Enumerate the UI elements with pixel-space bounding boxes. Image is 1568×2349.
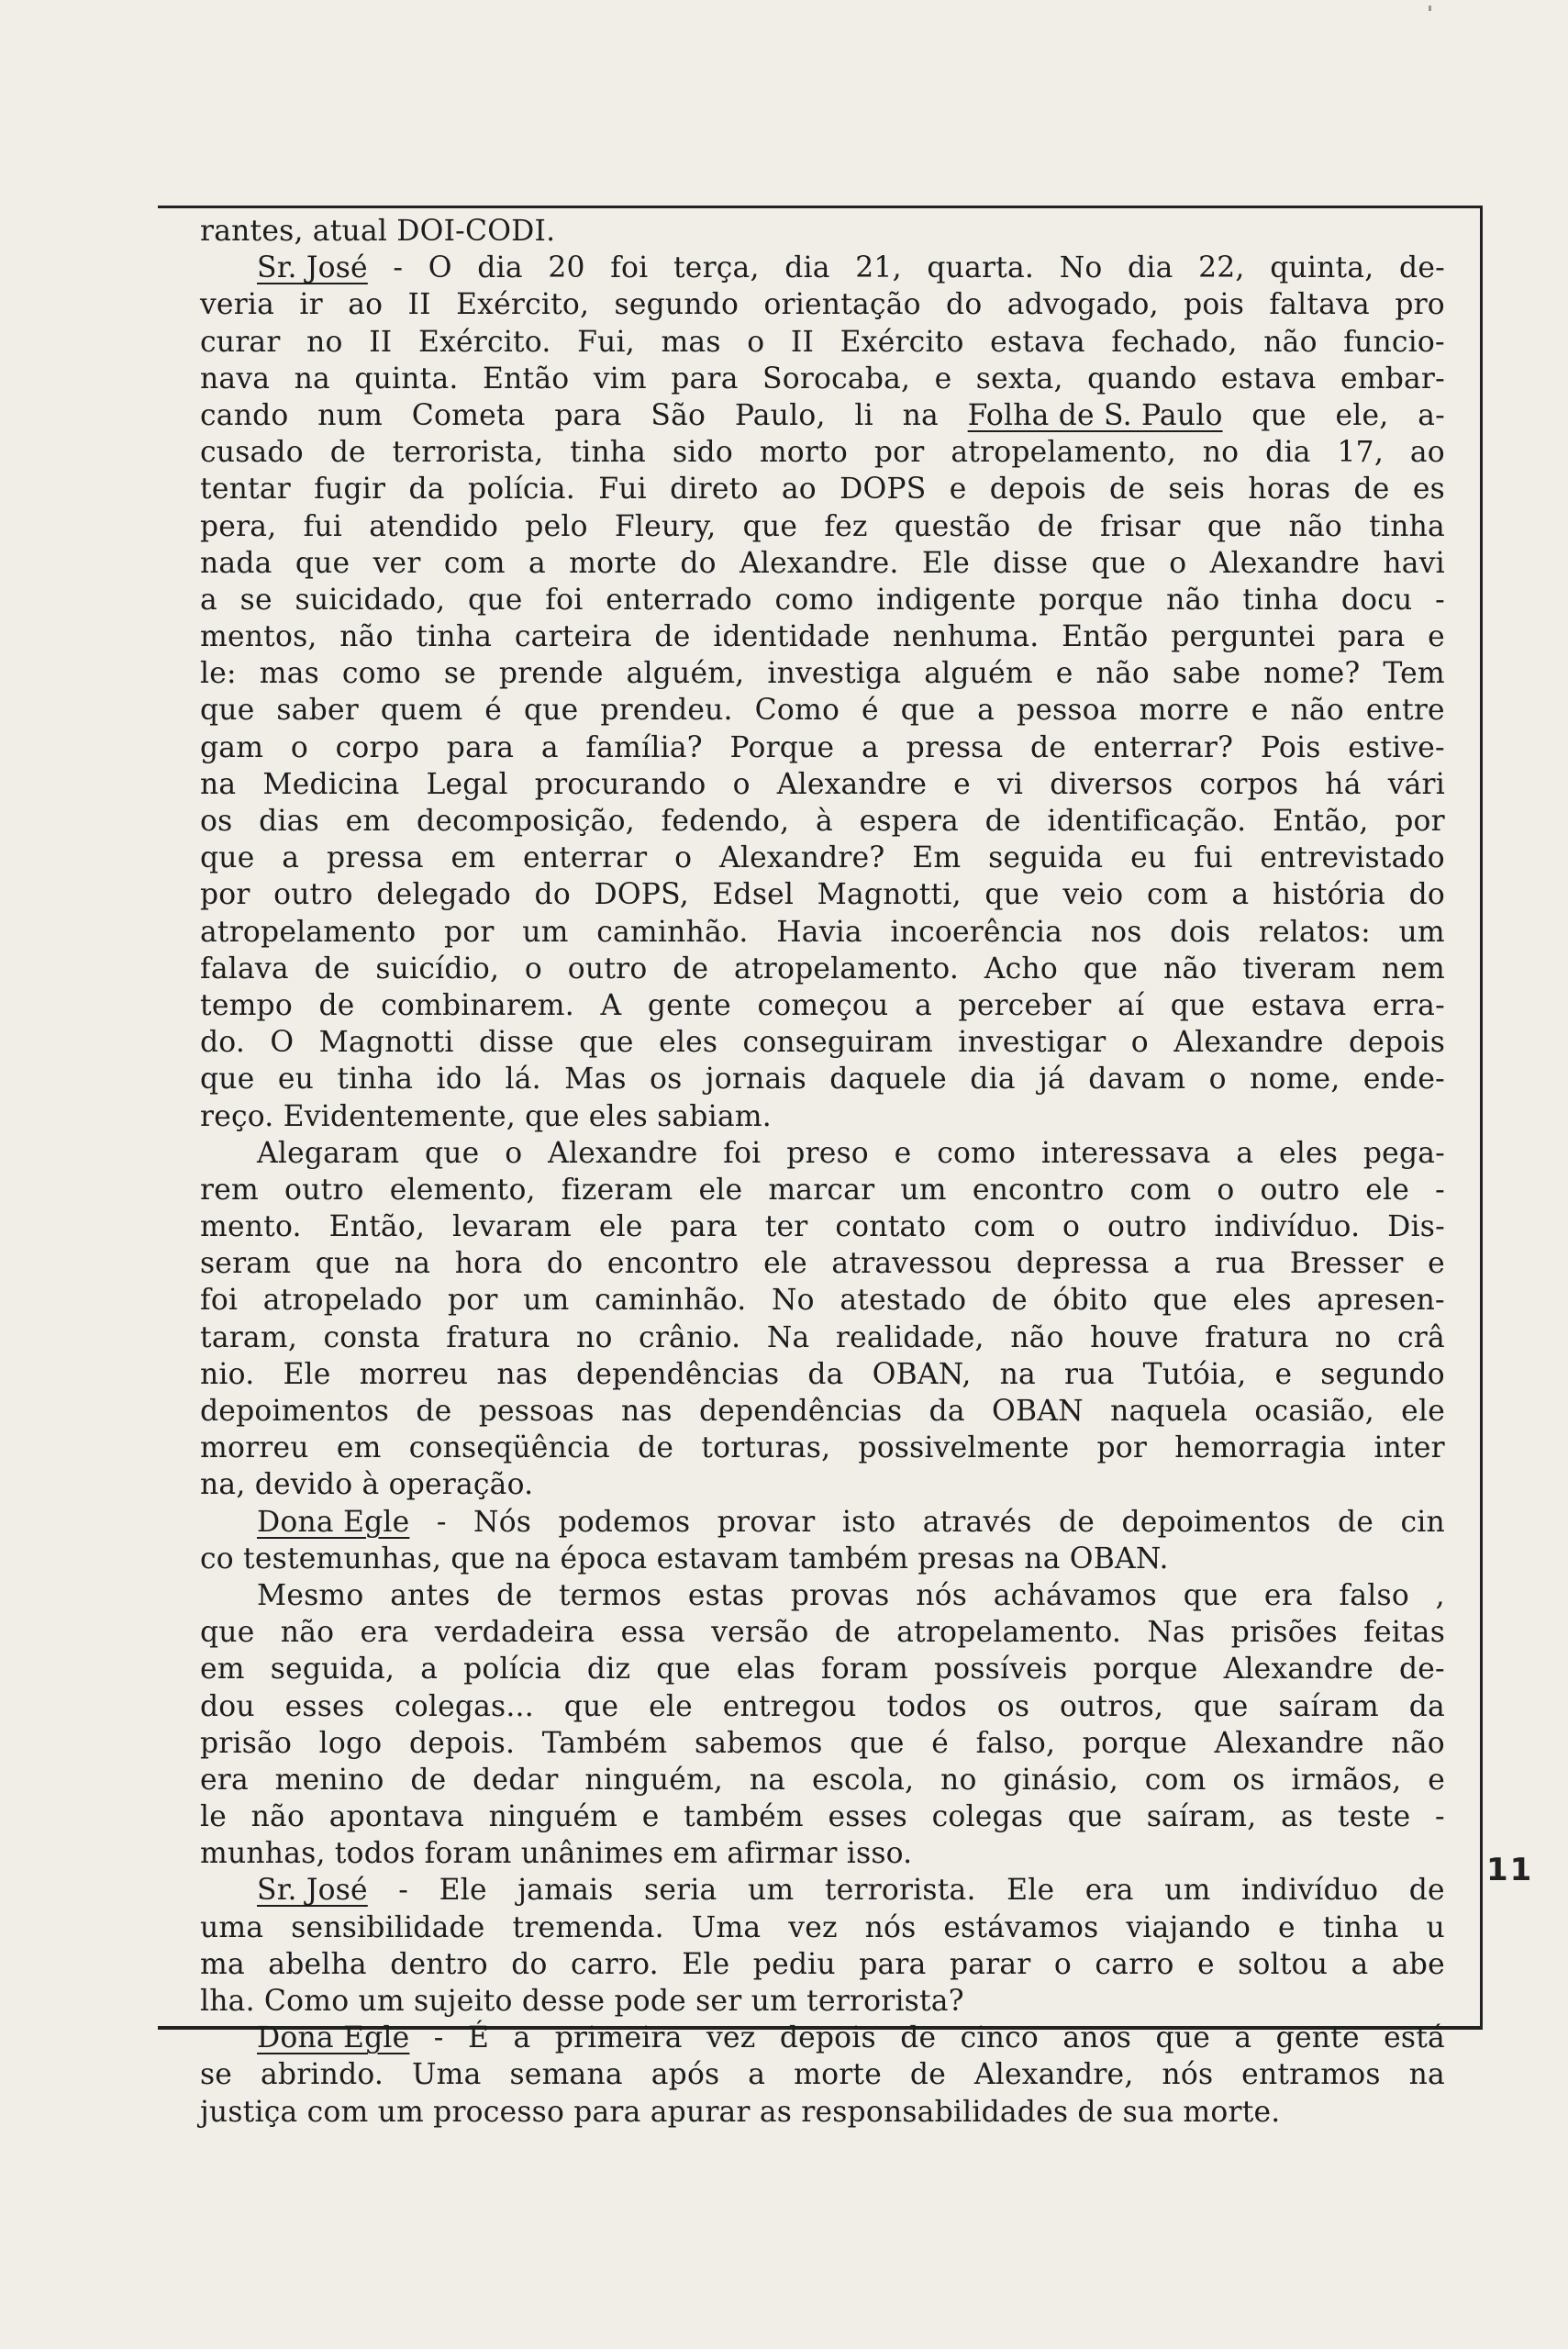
text-line: os dias em decomposição, fedendo, à espera de identificação. Então, por [200,805,1445,838]
text-line: na Medicina Legal procurando o Alexandre e vi diversos corpos há vári [200,767,1445,801]
text-line: nada que ver com a morte do Alexandre. Ele disse que o Alexandre havi [200,546,1445,580]
text-line: munhas, todos foram unânimes em afirmar isso. [200,1837,913,1871]
paragraph-jose-2 [200,1872,1445,2020]
document-body [200,213,1445,2131]
text-line: que eu tinha ido lá. Mas os jornais daquele dia já davam o nome, ende- [200,1063,1445,1097]
paragraph-jose-1 [200,250,1445,1135]
text-line: era menino de dedar ninguém, na escola, no ginásio, com os irmãos, e [200,1763,1445,1797]
text-line: foi atropelado por um caminhão. No atestado de óbito que eles apresen- [200,1284,1445,1318]
text-line: Sr. José - O dia 20 foi terça, dia 21, quarta. No dia 22, quinta, de- [200,250,1445,286]
text-line: le não apontava ninguém e também esses colegas que saíram, as teste - [200,1800,1445,1834]
text-line: mentos, não tinha carteira de identidade nenhuma. Então perguntei para e [200,620,1445,654]
text-line: cando num Cometa para São Paulo, li na Folha de S. Paulo que ele, a- [200,397,1445,434]
text-line: uma sensibilidade tremenda. Uma vez nós estávamos viajando e tinha u [200,1910,1445,1944]
text-line: prisão logo depois. Também sabemos que é falso, porque Alexandre não [200,1726,1445,1760]
text-line: a se suicidado, que foi enterrado como indigente porque não tinha docu - [200,583,1445,617]
paragraph-2 [200,1135,1445,1504]
text-line: seram que na hora do encontro ele atravessou depressa a rua Bresser e [200,1247,1445,1281]
text-line: ma abelha dentro do carro. Ele pediu para parar o carro e soltou a abe [200,1947,1445,1981]
text-line: veria ir ao II Exército, segundo orientação do advogado, pois faltava pro [200,288,1445,322]
text-line: pera, fui atendido pelo Fleury, que fez questão de frisar que não tinha [200,509,1445,543]
text-line: Dona Egle - Nós podemos provar isto através de depoimentos de cin [200,1504,1445,1541]
paragraph-4 [200,1577,1445,1873]
text-line: tempo de combinarem. A gente começou a perceber aí que estava erra- [200,988,1445,1022]
text-line: do. O Magnotti disse que eles conseguiram investigar o Alexandre depois [200,1026,1445,1060]
text-line: morreu em conseqüência de torturas, possivelmente por hemorragia inter [200,1431,1445,1465]
text-line: falava de suicídio, o outro de atropelamento. Acho que não tiveram nem [200,952,1445,985]
text-line: Mesmo antes de termos estas provas nós achávamos que era falso , [257,1578,1445,1612]
text-line: depoimentos de pessoas nas dependências da OBAN naquela ocasião, ele [200,1395,1445,1428]
text-line: taram, consta fratura no crânio. Na realidade, não houve fratura no crâ [200,1320,1445,1354]
text-line: co testemunhas, que na época estavam também presas na OBAN. [200,1542,1169,1575]
text-line: cusado de terrorista, tinha sido morto por atropelamento, no dia 17, ao [200,436,1445,470]
text-line: le: mas como se prende alguém, investiga alguém e não sabe nome? Tem [200,657,1445,691]
text-line: Sr. José - Ele jamais seria um terrorista. Ele era um indivíduo de [200,1872,1445,1909]
text-line: nava na quinta. Então vim para Sorocaba, e sexta, quando estava embar- [200,362,1445,395]
speaker-label: Dona Egle [257,2021,410,2055]
paper-speck [1429,6,1431,11]
text-line: curar no II Exército. Fui, mas o II Exército estava fechado, não funcio- [200,325,1445,359]
speaker-label: Dona Egle [257,1505,410,1539]
text-line: na, devido à operação. [200,1468,534,1502]
text-line: mento. Então, levaram ele para ter contato com o outro indivíduo. Dis- [200,1210,1445,1244]
text-line: em seguida, a polícia diz que elas foram possíveis porque Alexandre de- [200,1653,1445,1687]
text-line: nio. Ele morreu nas dependências da OBAN, na rua Tutóia, e segundo [200,1357,1445,1391]
text-line: justiça com um processo para apurar as responsabilidades de sua morte. [200,2095,1281,2129]
text-line: dou esses colegas... que ele entregou todos os outros, que saíram da [200,1689,1445,1723]
paragraph-egle-2 [200,2020,1445,2131]
paragraph-0 [200,213,1445,250]
text-line: Dona Egle - É a primeira vez depois de cinco anos que a gente está [200,2020,1445,2056]
text-line: por outro delegado do DOPS, Edsel Magnotti, que veio com a história do [200,878,1445,912]
text-line: atropelamento por um caminhão. Havia incoerência nos dois relatos: um [200,915,1445,949]
text-line: gam o corpo para a família? Porque a pressa de enterrar? Pois estive- [200,730,1445,764]
paragraph-egle-1 [200,1504,1445,1577]
text-line: que não era verdadeira essa versão de atropelamento. Nas prisões feitas [200,1616,1445,1650]
text-line: rem outro elemento, fizeram ele marcar um encontro com o outro ele - [200,1173,1445,1207]
page-number: 11 [1486,1852,1534,1888]
text-line: rantes, atual DOI-CODI. [200,215,556,248]
text-line: lha. Como um sujeito desse pode ser um terrorista? [200,1985,964,2018]
newspaper-title: Folha de S. Paulo [967,398,1223,432]
text-line: tentar fugir da polícia. Fui direto ao DOPS e depois de seis horas de es [200,473,1445,507]
speaker-label: Sr. José [257,251,368,285]
text-line: reço. Evidentemente, que eles sabiam. [200,1099,772,1133]
text-line: que a pressa em enterrar o Alexandre? Em seguida eu fui entrevistado [200,841,1445,875]
text-line: que saber quem é que prendeu. Como é que a pessoa morre e não entre [200,694,1445,728]
text-line: Alegaram que o Alexandre foi preso e como interessava a eles pega- [257,1136,1445,1170]
speaker-label: Sr. José [257,1874,368,1908]
text-line: se abrindo. Uma semana após a morte de Alexandre, nós entramos na [200,2058,1445,2092]
